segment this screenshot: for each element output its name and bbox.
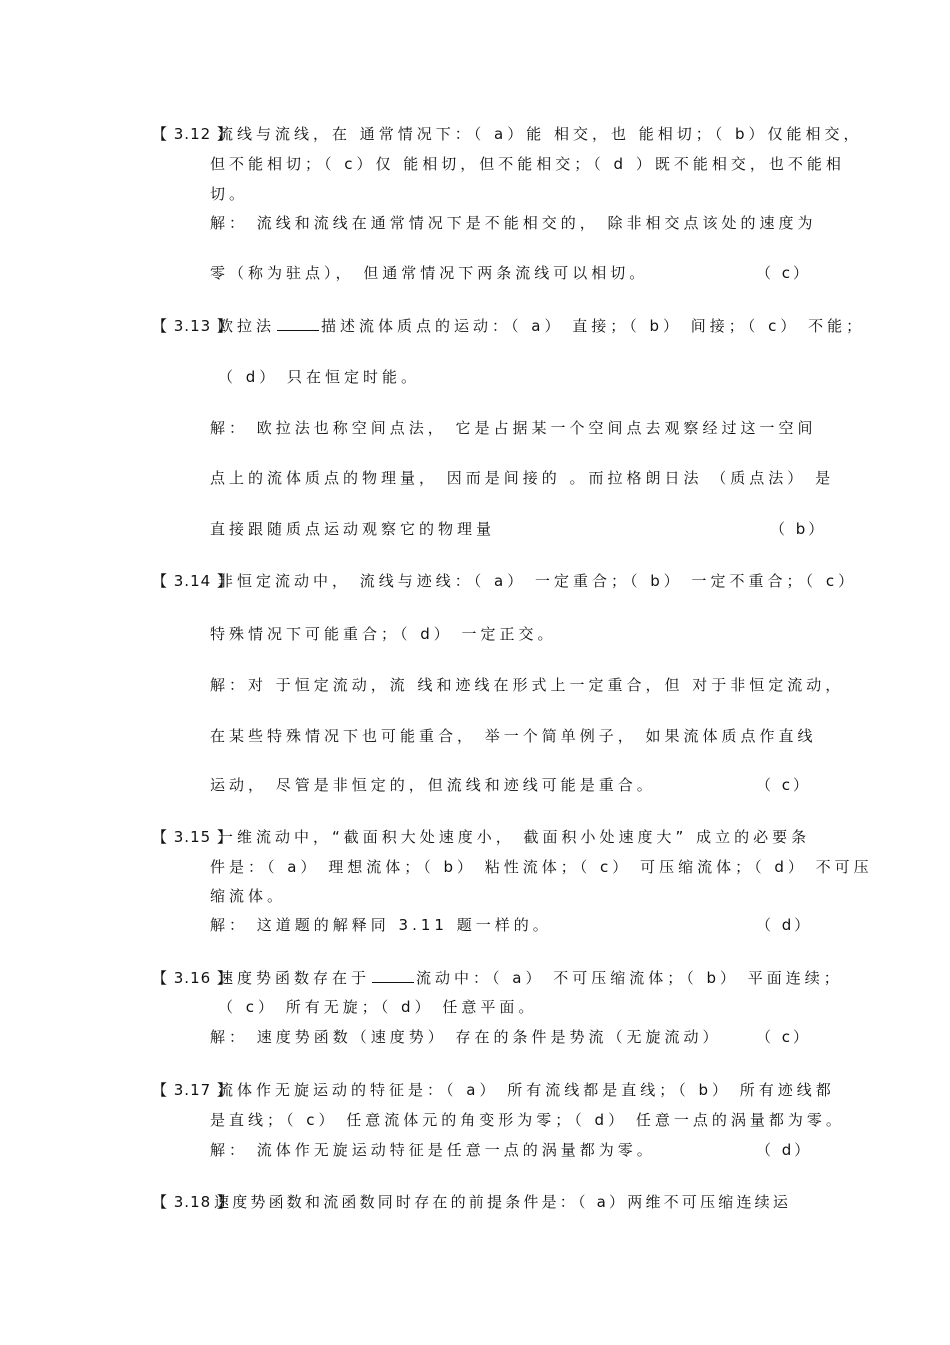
solution-text: 点上的流体质点的物理量， 因而是间接的 。而拉格朗日法 （质点法） 是 [210, 469, 835, 487]
problem-text: （ c） 所有无旋；（ d） 任意平面。 [218, 998, 538, 1016]
solution-text: 运动， 尽管是非恒定的，但流线和迹线可能是重合。 [210, 776, 656, 794]
problem-number: 【 3.13 】 [152, 317, 233, 335]
problem-text: （ d） 只在恒定时能。 [218, 368, 421, 386]
solution-text: 解： 欧拉法也称空间点法， 它是占据某一个空间点去观察经过这一空间 [210, 419, 817, 437]
problem-text: 切。 [210, 185, 249, 203]
problem-text: 非恒定流动中， 流线与迹线：（ a） 一定重合；（ b） 一定不重合；（ c） [218, 572, 858, 590]
fill-blank [372, 968, 414, 983]
problem-text: 特殊情况下可能重合；（ d） 一定正交。 [210, 625, 557, 643]
problem-number: 【 3.14 】 [152, 572, 233, 590]
problem-number: 【 3.18 】 [152, 1193, 233, 1211]
problem-text: 一维流动中，“截面积大处速度小， 截面积小处速度大” 成立的必要条 [218, 828, 811, 846]
problem-text: 缩流体。 [210, 887, 287, 905]
problem-text-segment: 描述流体质点的运动：（ a） 直接；（ b） 间接；（ c） 不能； [321, 317, 866, 335]
problem-number: 【 3.15 】 [152, 828, 233, 846]
problem-text-segment: 流动中：（ a） 不可压缩流体；（ b） 平面连续； [416, 969, 843, 987]
problem-text: 速度势函数和流函数同时存在的前提条件是：（ a）两维不可压缩连续运 [214, 1193, 792, 1211]
answer-label: （ c） [756, 1028, 812, 1046]
solution-text: 解： 这道题的解释同 3.11 题一样的。 [210, 916, 552, 934]
problem-text: 但不能相切；（ c）仅 能相切，但不能相交；（ d ）既不能相交，也不能相 [210, 155, 845, 173]
solution-text: 直接跟随质点运动观察它的物理量 [210, 520, 496, 538]
problem-number: 【 3.16 】 [152, 969, 233, 987]
solution-text: 解： 流线和流线在通常情况下是不能相交的， 除非相交点该处的速度为 [210, 214, 817, 232]
problem-text: 流线与流线，在 通常情况下：（ a）能 相交，也 能相切；（ b）仅能相交， [218, 125, 863, 143]
problem-text-segment: 欧拉法 [218, 317, 276, 335]
problem-number: 【 3.12 】 [152, 125, 233, 143]
problem-text: 是直线；（ c） 任意流体元的角变形为零；（ d） 任意一点的涡量都为零。 [210, 1111, 845, 1129]
solution-text: 零（称为驻点）， 但通常情况下两条流线可以相切。 [210, 264, 649, 282]
answer-label: （ c） [756, 776, 812, 794]
problem-number: 【 3.17 】 [152, 1081, 233, 1099]
problem-text [218, 316, 865, 336]
problem-text [218, 968, 843, 988]
problem-text: 流体作无旋运动的特征是：（ a） 所有流线都是直线；（ b） 所有迹线都 [218, 1081, 835, 1099]
solution-text: 解：对 于恒定流动，流 线和迹线在形式上一定重合，但 对于非恒定流动， [210, 676, 845, 694]
answer-label: （ b） [770, 520, 827, 538]
answer-label: （ d） [756, 916, 813, 934]
solution-text: 解： 速度势函数（速度势） 存在的条件是势流（无旋流动） [210, 1028, 722, 1046]
problem-text-segment: 速度势函数存在于 [218, 969, 371, 987]
answer-label: （ c） [756, 264, 812, 282]
fill-blank [277, 316, 319, 331]
solution-text: 解： 流体作无旋运动特征是任意一点的涡量都为零。 [210, 1141, 656, 1159]
answer-label: （ d） [756, 1141, 813, 1159]
problem-text: 件是：（ a） 理想流体；（ b） 粘性流体；（ c） 可压缩流体；（ d） 不可压 [210, 858, 873, 876]
solution-text: 在某些特殊情况下也可能重合， 举一个简单例子， 如果流体质点作直线 [210, 727, 817, 745]
